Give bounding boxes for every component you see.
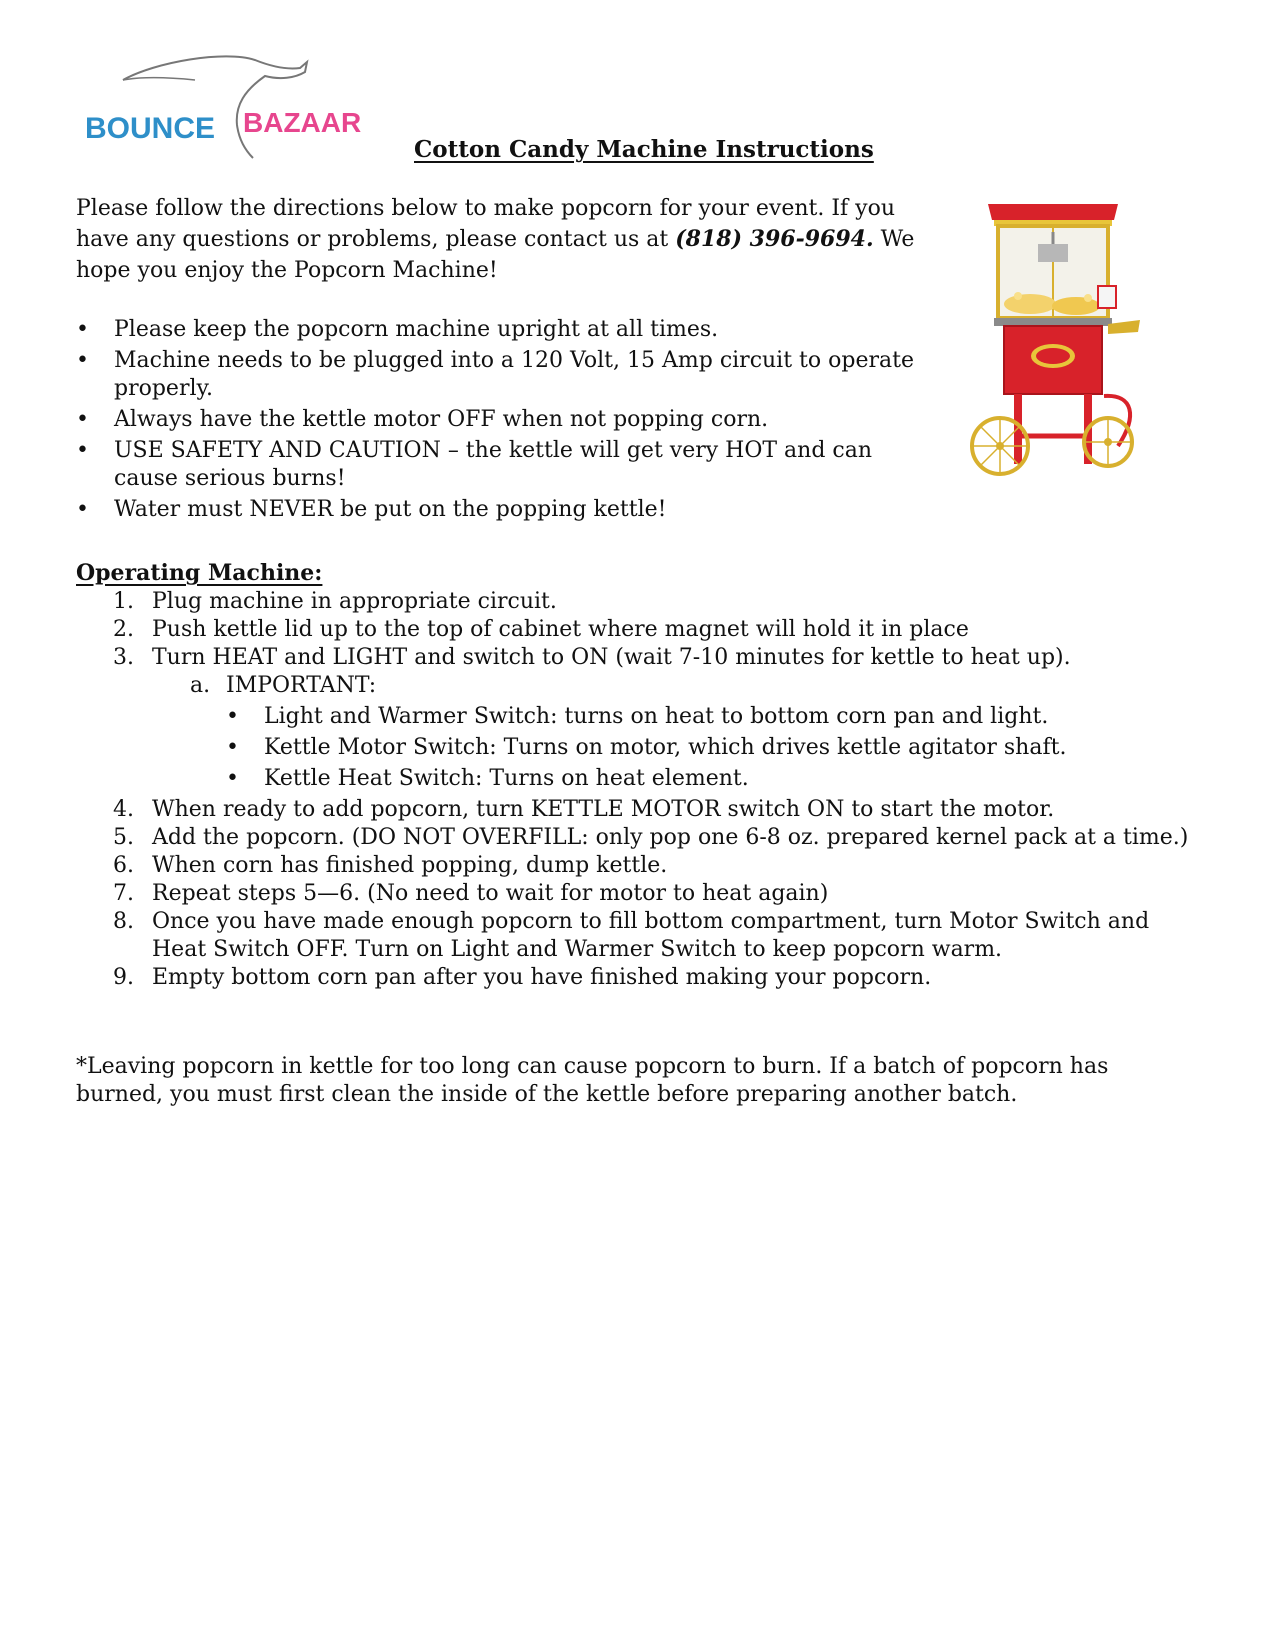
important-item xyxy=(152,672,1196,793)
step-number: 9. xyxy=(113,965,134,990)
logo-text-bounce: BOUNCE xyxy=(85,112,216,145)
operating-heading: Operating Machine: xyxy=(76,560,323,586)
step-text: Turn HEAT and LIGHT and switch to ON (wait 7-10 minutes for kettle to heat up). xyxy=(152,645,1071,670)
step-number: 3. xyxy=(113,645,134,670)
step-item xyxy=(76,824,1196,852)
step-number: 4. xyxy=(113,797,134,822)
step-text: When ready to add popcorn, turn KETTLE MOTOR switch ON to start the motor. xyxy=(152,797,1055,822)
operating-steps-list xyxy=(76,588,1196,992)
contact-phone: (818) 396-9694. xyxy=(675,226,874,252)
important-label: IMPORTANT: xyxy=(226,673,377,698)
intro-closing: We hope you enjoy the Popcorn Machine! xyxy=(76,227,915,283)
step-number: 7. xyxy=(113,881,134,906)
step-item xyxy=(76,964,1196,992)
bounce-bazaar-logo xyxy=(85,50,385,170)
popcorn-cart-illustration xyxy=(958,196,1148,496)
step-number: 8. xyxy=(113,909,134,934)
step-text: Empty bottom corn pan after you have finished making your popcorn. xyxy=(152,965,932,990)
step-number: 6. xyxy=(113,853,134,878)
company-logo xyxy=(85,50,385,170)
step-text: Push kettle lid up to the top of cabinet where magnet will hold it in place xyxy=(152,617,969,642)
switch-bullet-list xyxy=(226,703,1196,793)
list-item: • Please keep the popcorn machine upright at all times. xyxy=(76,316,936,344)
important-sublist xyxy=(152,672,1196,793)
sub-letter: a. xyxy=(190,673,211,698)
step-text: When corn has finished popping, dump kettle. xyxy=(152,853,668,878)
intro-paragraph xyxy=(76,193,922,286)
footnote: *Leaving popcorn in kettle for too long can cause popcorn to burn. If a batch of popcorn has burned, you must first clean the inside of the kettle before preparing another batch. xyxy=(76,1054,1109,1107)
list-item: • Machine needs to be plugged into a 120 Volt, 15 Amp circuit to operate properly. xyxy=(76,347,936,403)
list-item: • Always have the kettle motor OFF when not popping corn. xyxy=(76,406,936,434)
step-text: Plug machine in appropriate circuit. xyxy=(152,589,557,614)
step-item xyxy=(76,908,1196,964)
step-item xyxy=(76,880,1196,908)
step-item xyxy=(76,588,1196,616)
step-number: 1. xyxy=(113,589,134,614)
step-text: Once you have made enough popcorn to fill bottom compartment, turn Motor Switch and Heat Switch OFF. Turn on Light and Warmer Switch to keep popcorn warm. xyxy=(152,909,1150,962)
step-item xyxy=(76,644,1196,793)
step-number: 5. xyxy=(113,825,134,850)
popcorn-machine-image xyxy=(958,196,1148,496)
step-item xyxy=(76,616,1196,644)
list-item: • USE SAFETY AND CAUTION – the kettle will get very HOT and can cause serious burns! xyxy=(76,437,936,493)
document-title: Cotton Candy Machine Instructions xyxy=(414,136,874,163)
step-item xyxy=(76,796,1196,824)
step-number: 2. xyxy=(113,617,134,642)
intro-text: Please follow the directions below to make popcorn for your event. If you have any questions or problems, please contact us at xyxy=(76,196,896,252)
list-item: • Kettle Motor Switch: Turns on motor, which drives kettle agitator shaft. xyxy=(226,734,1196,762)
list-item: • Water must NEVER be put on the popping kettle! xyxy=(76,496,936,524)
list-item: • Light and Warmer Switch: turns on heat to bottom corn pan and light. xyxy=(226,703,1196,731)
list-item: • Kettle Heat Switch: Turns on heat element. xyxy=(226,765,1196,793)
safety-bullet-list xyxy=(76,316,936,527)
logo-text-bazaar: BAZAAR xyxy=(243,107,362,138)
step-text: Repeat steps 5—6. (No need to wait for motor to heat again) xyxy=(152,881,829,906)
step-text: Add the popcorn. (DO NOT OVERFILL: only pop one 6-8 oz. prepared kernel pack at a time.) xyxy=(152,825,1189,850)
step-item xyxy=(76,852,1196,880)
